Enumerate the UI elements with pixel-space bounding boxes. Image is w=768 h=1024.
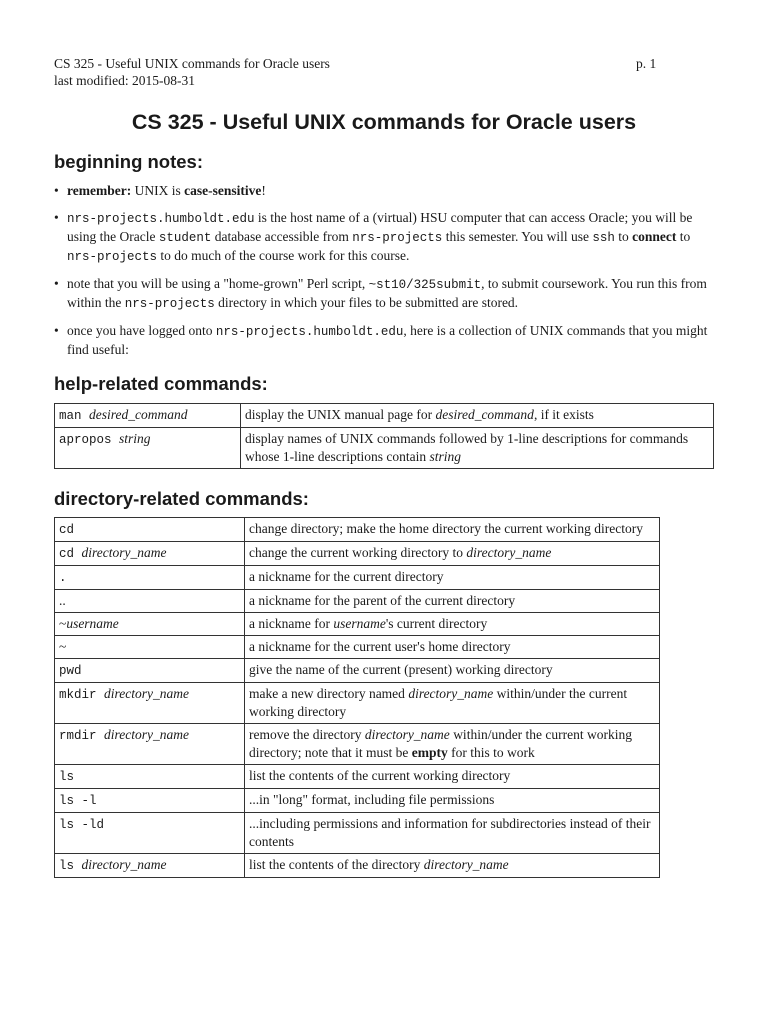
description-text: make a new directory named bbox=[249, 686, 409, 701]
note-text: once you have logged onto bbox=[67, 323, 216, 338]
description-emphasis: empty bbox=[411, 745, 448, 760]
command-argument: directory_name bbox=[81, 857, 167, 872]
note-emphasis: case-sensitive bbox=[184, 183, 262, 198]
running-header bbox=[54, 55, 330, 89]
command-cell bbox=[55, 542, 245, 566]
description-cell: ...including permissions and information for subdirectories instead of their contents bbox=[245, 813, 660, 854]
command-cell bbox=[55, 683, 245, 724]
table-row bbox=[55, 724, 660, 765]
description-cell: give the name of the current (present) working directory bbox=[245, 659, 660, 683]
command-code: ls bbox=[59, 770, 75, 784]
command-argument: string bbox=[119, 431, 151, 446]
command-cell bbox=[55, 428, 241, 469]
description-text: change the current working directory to bbox=[249, 545, 467, 560]
command-code: ls -l bbox=[59, 794, 97, 808]
note-text: database accessible from bbox=[211, 229, 353, 244]
command-code: .. bbox=[59, 593, 66, 608]
command-cell bbox=[55, 613, 245, 636]
host-name-code: nrs-projects bbox=[352, 231, 443, 245]
command-cell bbox=[55, 765, 245, 789]
description-cell bbox=[245, 854, 660, 878]
description-text: display the UNIX manual page for bbox=[245, 407, 436, 422]
description-cell: a nickname for the current user's home directory bbox=[245, 636, 660, 659]
note-text: this semester. You will use bbox=[442, 229, 593, 244]
page-title: CS 325 - Useful UNIX commands for Oracle users bbox=[131, 110, 637, 134]
description-text: display names of UNIX commands followed by 1-line descriptions for commands whose 1-line descriptions contain bbox=[245, 431, 689, 464]
database-name-code: student bbox=[158, 231, 212, 245]
command-cell bbox=[55, 636, 245, 659]
connect-emphasis: connect bbox=[632, 229, 677, 244]
section-heading-directory: directory-related commands: bbox=[54, 488, 309, 509]
command-code: . bbox=[59, 571, 67, 585]
host-name-code: nrs-projects bbox=[67, 250, 158, 264]
command-cell bbox=[55, 566, 245, 590]
description-argument: directory_name bbox=[408, 686, 494, 701]
description-cell bbox=[245, 724, 660, 765]
section-heading-help: help-related commands: bbox=[54, 373, 268, 394]
command-cell bbox=[55, 724, 245, 765]
table-row bbox=[55, 789, 660, 813]
description-cell: list the contents of the current working directory bbox=[245, 765, 660, 789]
description-cell: a nickname for the parent of the current directory bbox=[245, 590, 660, 613]
table-row bbox=[55, 542, 660, 566]
description-argument: desired_command bbox=[435, 407, 534, 422]
table-row bbox=[55, 683, 660, 724]
command-cell bbox=[55, 404, 241, 428]
note-text: to bbox=[676, 229, 691, 244]
table-row bbox=[55, 428, 714, 469]
header-modified-line: last modified: 2015-08-31 bbox=[54, 73, 195, 88]
description-text: within/under the current working directory bbox=[249, 686, 628, 719]
command-cell bbox=[55, 789, 245, 813]
command-argument: directory_name bbox=[104, 727, 189, 742]
description-argument: string bbox=[429, 449, 461, 464]
note-host-name bbox=[54, 209, 722, 266]
table-row bbox=[55, 566, 660, 590]
note-text: , here is a collection of UNIX commands that you might find useful: bbox=[67, 323, 708, 357]
description-text: 's current directory bbox=[385, 616, 488, 631]
host-name-code: nrs-projects.humboldt.edu bbox=[67, 212, 255, 226]
description-argument: directory_name bbox=[423, 857, 509, 872]
host-name-code: nrs-projects.humboldt.edu bbox=[215, 325, 404, 339]
command-cell bbox=[55, 854, 245, 878]
table-row bbox=[55, 518, 660, 542]
note-text: UNIX is bbox=[131, 183, 185, 198]
note-text: directory in which your files to be submitted are stored. bbox=[214, 295, 519, 310]
note-text: to do much of the course work for this course. bbox=[157, 248, 410, 263]
table-row bbox=[55, 590, 660, 613]
description-cell bbox=[241, 404, 714, 428]
ssh-code: ssh bbox=[592, 231, 615, 245]
description-cell bbox=[241, 428, 714, 469]
note-text: to bbox=[614, 229, 633, 244]
command-cell bbox=[55, 518, 245, 542]
description-text: list the contents of the directory bbox=[249, 857, 424, 872]
command-code: rmdir bbox=[59, 729, 105, 743]
description-text: within/under the current working directory; note that it must be bbox=[249, 727, 633, 760]
command-argument: directory_name bbox=[104, 686, 189, 701]
table-row bbox=[55, 613, 660, 636]
description-argument: username bbox=[333, 616, 386, 631]
description-text: remove the directory bbox=[249, 727, 365, 742]
section-heading-beginning-notes: beginning notes: bbox=[54, 151, 204, 172]
description-text: , if it exists bbox=[533, 407, 594, 422]
table-row bbox=[55, 636, 660, 659]
description-cell: a nickname for the current directory bbox=[245, 566, 660, 590]
command-code: ~ bbox=[59, 616, 67, 631]
note-lead: remember: bbox=[67, 183, 132, 198]
header-page-number: p. 1 bbox=[636, 56, 657, 71]
description-cell bbox=[245, 542, 660, 566]
command-code: man bbox=[59, 409, 90, 423]
command-code: pwd bbox=[59, 664, 82, 678]
table-row bbox=[55, 813, 660, 854]
command-argument: username bbox=[66, 616, 119, 631]
table-row bbox=[55, 854, 660, 878]
submit-script-code: ~st10/325submit bbox=[368, 278, 482, 292]
description-cell bbox=[245, 613, 660, 636]
command-cell bbox=[55, 813, 245, 854]
table-row bbox=[55, 659, 660, 683]
note-case-sensitive bbox=[54, 182, 722, 200]
note-submit-script bbox=[54, 275, 722, 313]
help-commands-table bbox=[54, 403, 714, 469]
command-code: mkdir bbox=[59, 688, 105, 702]
description-cell: ...in "long" format, including file permissions bbox=[245, 789, 660, 813]
command-code: ls -ld bbox=[59, 818, 105, 832]
command-code: cd bbox=[59, 523, 75, 537]
note-text: ! bbox=[261, 183, 266, 198]
directory-commands-table bbox=[54, 517, 660, 878]
host-name-code: nrs-projects bbox=[124, 297, 215, 311]
description-cell: change directory; make the home directory the current working directory bbox=[245, 518, 660, 542]
description-argument: directory_name bbox=[466, 545, 552, 560]
command-code: ~ bbox=[59, 639, 67, 654]
description-text: for this to work bbox=[447, 745, 535, 760]
command-argument: directory_name bbox=[81, 545, 167, 560]
command-cell bbox=[55, 659, 245, 683]
command-code: apropos bbox=[59, 433, 120, 447]
description-cell bbox=[245, 683, 660, 724]
command-code: cd bbox=[59, 547, 82, 561]
command-argument: desired_command bbox=[89, 407, 188, 422]
table-row bbox=[55, 765, 660, 789]
description-argument: directory_name bbox=[364, 727, 450, 742]
note-text: note that you will be using a "home-grown" Perl script, bbox=[67, 276, 369, 291]
description-text: a nickname for bbox=[249, 616, 334, 631]
note-text: , to submit coursework. You run this from within the bbox=[67, 276, 707, 310]
command-cell bbox=[55, 590, 245, 613]
beginning-notes-list bbox=[54, 182, 722, 368]
note-command-collection bbox=[54, 322, 722, 359]
command-code: ls bbox=[59, 859, 82, 873]
header-course-line: CS 325 - Useful UNIX commands for Oracle users bbox=[54, 56, 330, 71]
table-row bbox=[55, 404, 714, 428]
note-text: is the host name of a (virtual) HSU computer that can access Oracle; you will be using the Oracle bbox=[67, 210, 693, 244]
